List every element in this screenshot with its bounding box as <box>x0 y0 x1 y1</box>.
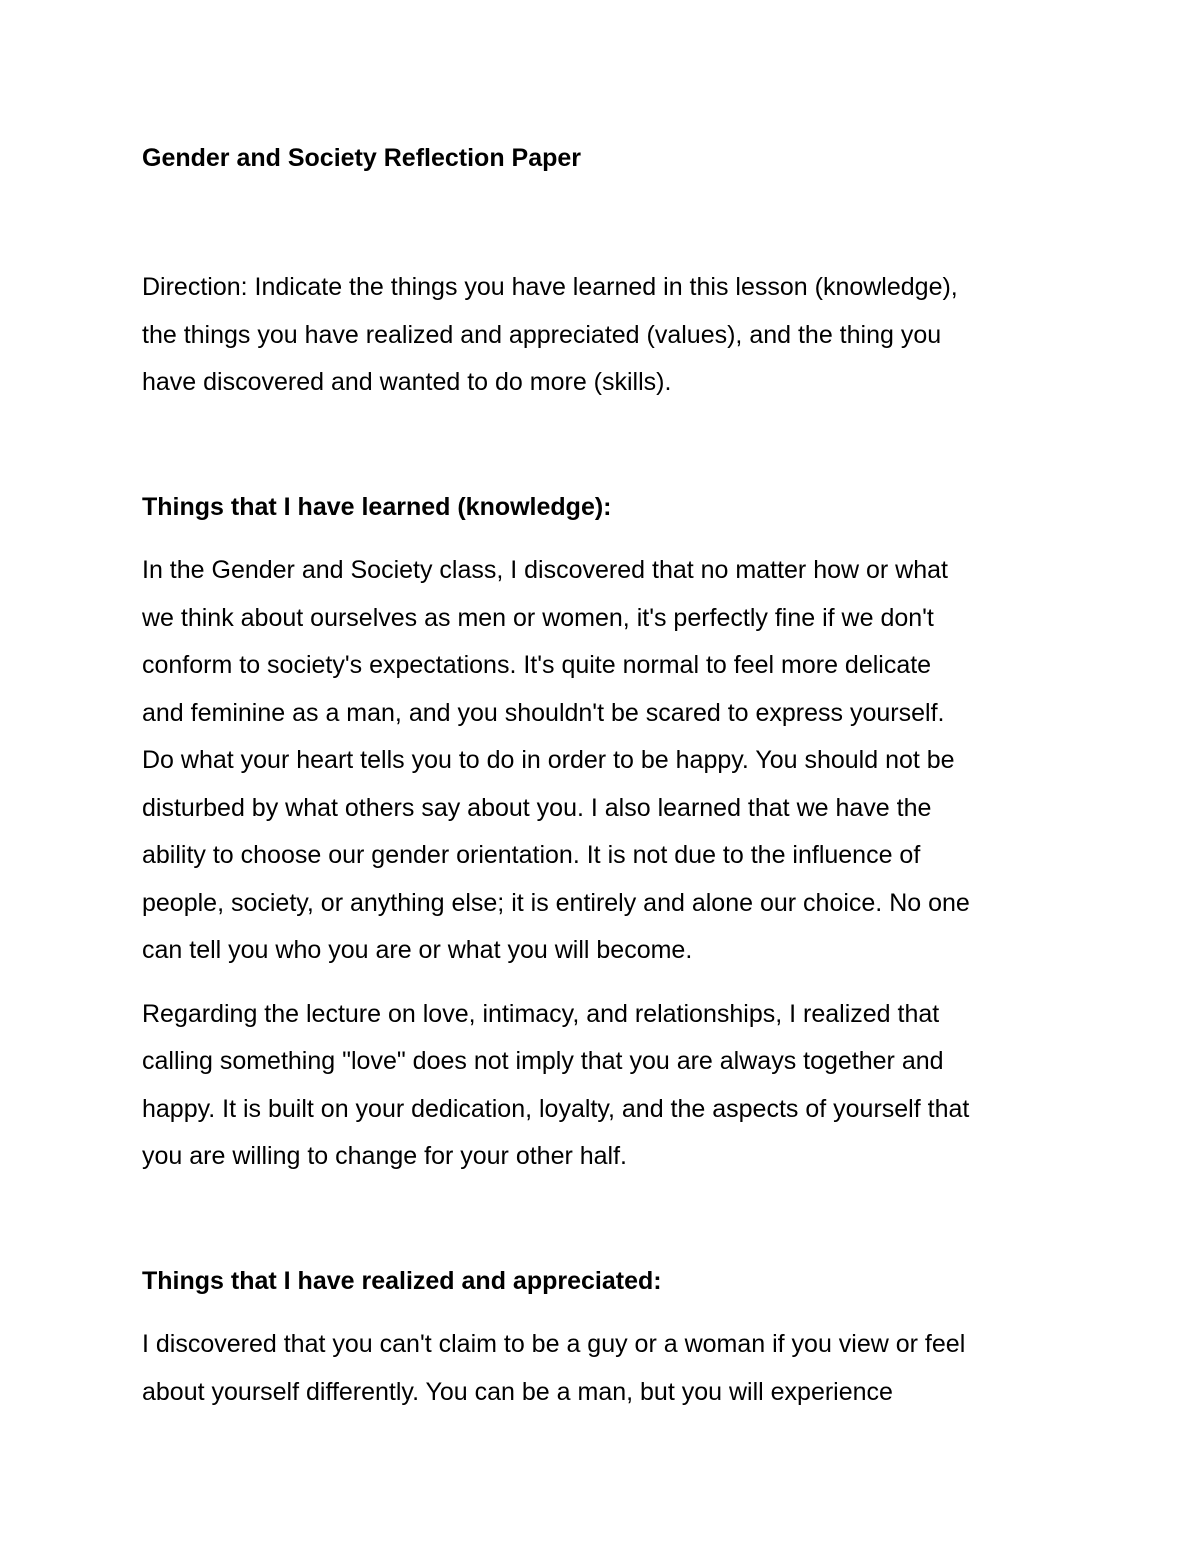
direction-paragraph <box>142 264 1072 407</box>
text-line: can tell you who you are or what you will become. <box>142 936 693 964</box>
document-content <box>142 138 1072 1416</box>
text-line: Regarding the lecture on love, intimacy, and relationships, I realized that <box>142 999 940 1028</box>
text-line: have discovered and wanted to do more (skills). <box>142 368 672 396</box>
text-line: Direction: Indicate the things you have learned in this lesson (knowledge), <box>142 273 958 301</box>
text-line: In the Gender and Society class, I discovered that no matter how or what <box>142 556 948 584</box>
text-line: I discovered that you can't claim to be a guy or a woman if you view or feel <box>142 1330 966 1358</box>
text-line: and feminine as a man, and you shouldn't be scared to express yourself. <box>142 698 945 727</box>
text-line: people, society, or anything else; it is entirely and alone our choice. No one <box>142 888 970 917</box>
text-line: happy. It is built on your dedication, loyalty, and the aspects of yourself that <box>142 1094 970 1123</box>
text-line: you are willing to change for your other half. <box>142 1142 627 1170</box>
text-line: conform to society's expectations. It's quite normal to feel more delicate <box>142 651 932 679</box>
text-line: Do what your heart tells you to do in order to be happy. You should not be <box>142 746 955 774</box>
knowledge-paragraph-1 <box>142 547 1072 975</box>
text-line: the things you have realized and appreciated (values), and the thing you <box>142 320 942 349</box>
text-line: we think about ourselves as men or women, it's perfectly fine if we don't <box>142 603 934 632</box>
text-line: ability to choose our gender orientation. It is not due to the influence of <box>142 841 921 869</box>
values-paragraph-1 <box>142 1321 1072 1416</box>
section-heading-knowledge: Things that I have learned (knowledge): <box>142 492 612 521</box>
section-heading-values: Things that I have realized and appreciated: <box>142 1266 662 1295</box>
text-line: calling something "love" does not imply that you are always together and <box>142 1047 944 1075</box>
text-line: about yourself differently. You can be a man, but you will experience <box>142 1377 893 1406</box>
text-line: disturbed by what others say about you. I also learned that we have the <box>142 793 932 822</box>
document-title: Gender and Society Reflection Paper <box>142 144 582 172</box>
knowledge-paragraph-2 <box>142 991 1072 1181</box>
